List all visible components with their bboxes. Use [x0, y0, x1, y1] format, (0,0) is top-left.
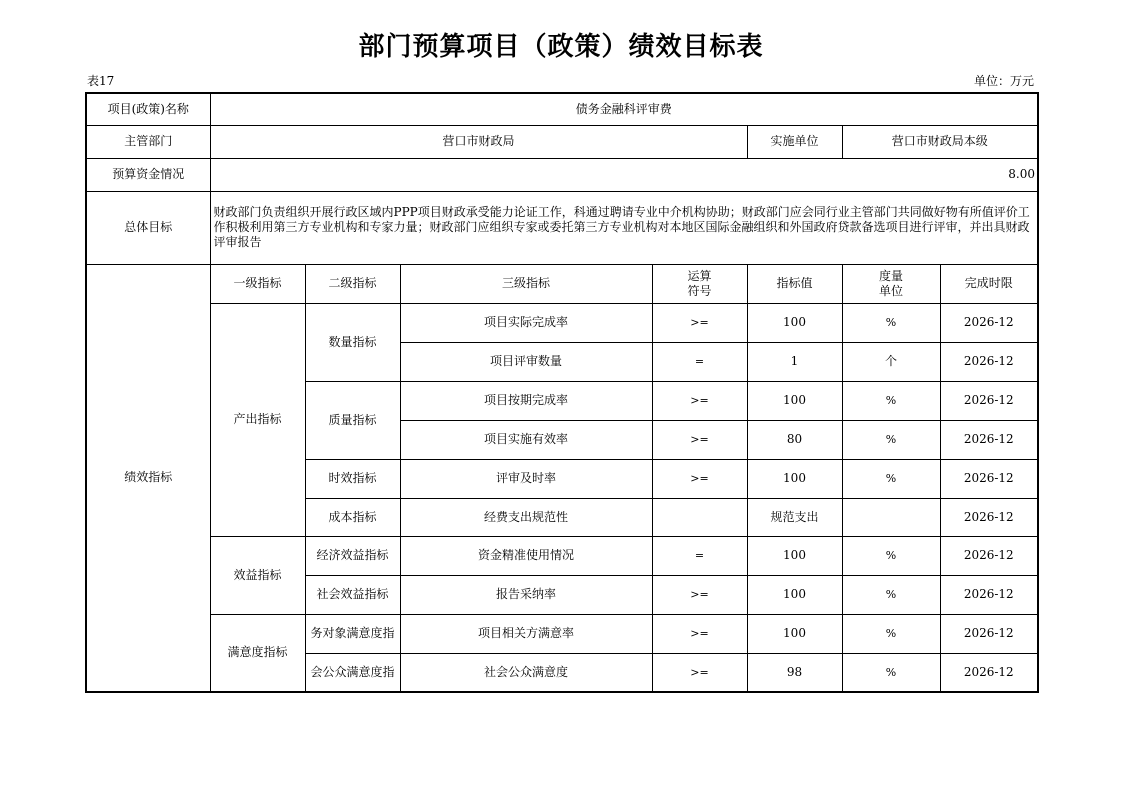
table-number: 表17 [87, 74, 115, 88]
deadline-cell: 2026-12 [940, 536, 1038, 575]
table-row [86, 536, 1038, 575]
operator-cell: >= [652, 575, 747, 614]
unit-cell: % [842, 536, 940, 575]
deadline-cell: 2026-12 [940, 381, 1038, 420]
goal-label: 总体目标 [86, 191, 210, 264]
l3-cell: 报告采纳率 [400, 575, 652, 614]
operator-cell: >= [652, 614, 747, 653]
l3-cell: 项目按期完成率 [400, 381, 652, 420]
header-l3: 三级指标 [400, 264, 652, 303]
operator-cell: >= [652, 303, 747, 342]
header-row [86, 264, 1038, 303]
impl-unit-value: 营口市财政局本级 [842, 125, 1038, 158]
performance-target-table [85, 92, 1039, 693]
unit-cell: 个 [842, 342, 940, 381]
unit-cell: % [842, 653, 940, 692]
operator-cell: = [652, 536, 747, 575]
unit-cell: % [842, 614, 940, 653]
unit-cell: % [842, 420, 940, 459]
l2-cost: 成本指标 [305, 498, 400, 536]
value-cell: 100 [747, 381, 842, 420]
goal-text: 财政部门负责组织开展行政区域内PPP项目财政承受能力论证工作，科通过聘请专业中介机构协助；财政部门应会同行业主管部门共同做好物有所值评价工作积极利用第三方专业机构和专家力量；财政部门应组织专家或委托第三方专业机构对本地区国际金融组织和外国政府贷款备选项目进行评审，并出具财政评审报告 [210, 191, 1038, 264]
l3-cell: 项目实施有效率 [400, 420, 652, 459]
deadline-cell: 2026-12 [940, 303, 1038, 342]
deadline-cell: 2026-12 [940, 653, 1038, 692]
goal-row [86, 191, 1038, 264]
header-value: 指标值 [747, 264, 842, 303]
l1-benefit: 效益指标 [210, 536, 305, 614]
l2-quality: 质量指标 [305, 381, 400, 459]
operator-cell: >= [652, 381, 747, 420]
value-cell: 100 [747, 459, 842, 498]
header-deadline: 完成时限 [940, 264, 1038, 303]
l2-service-satisfaction: 务对象满意度指 [305, 614, 400, 653]
deadline-cell: 2026-12 [940, 342, 1038, 381]
unit-cell: % [842, 303, 940, 342]
operator-cell: >= [652, 653, 747, 692]
l2-timeliness: 时效指标 [305, 459, 400, 498]
l3-cell: 评审及时率 [400, 459, 652, 498]
l3-cell: 项目实际完成率 [400, 303, 652, 342]
l2-economic-benefit: 经济效益指标 [305, 536, 400, 575]
project-name-label: 项目(政策)名称 [86, 93, 210, 125]
project-name-value: 债务金融科评审费 [210, 93, 1038, 125]
dept-value: 营口市财政局 [210, 125, 747, 158]
operator-cell: >= [652, 459, 747, 498]
l3-cell: 资金精准使用情况 [400, 536, 652, 575]
value-cell: 1 [747, 342, 842, 381]
value-cell: 80 [747, 420, 842, 459]
operator-cell [652, 498, 747, 536]
value-cell: 100 [747, 614, 842, 653]
l2-quantity: 数量指标 [305, 303, 400, 381]
budget-value: 8.00 [210, 158, 1038, 191]
unit-label: 单位：万元 [973, 74, 1034, 88]
budget-label: 预算资金情况 [86, 158, 210, 191]
header-unit [842, 264, 940, 303]
l3-cell: 社会公众满意度 [400, 653, 652, 692]
header-operator [652, 264, 747, 303]
indicators-label: 绩效指标 [86, 264, 210, 692]
value-cell: 100 [747, 303, 842, 342]
operator-cell: = [652, 342, 747, 381]
value-cell: 100 [747, 536, 842, 575]
budget-row [86, 158, 1038, 191]
unit-cell [842, 498, 940, 536]
l1-output: 产出指标 [210, 303, 305, 536]
l3-cell: 项目评审数量 [400, 342, 652, 381]
project-name-row [86, 93, 1038, 125]
l2-social-benefit: 社会效益指标 [305, 575, 400, 614]
header-unit-line2: 单位 [878, 283, 903, 298]
l2-public-satisfaction: 会公众满意度指 [305, 653, 400, 692]
header-operator-line2: 符号 [687, 283, 712, 298]
l3-cell: 项目相关方满意率 [400, 614, 652, 653]
l3-cell: 经费支出规范性 [400, 498, 652, 536]
table-row [86, 614, 1038, 653]
value-cell: 98 [747, 653, 842, 692]
l1-satisfaction: 满意度指标 [210, 614, 305, 692]
deadline-cell: 2026-12 [940, 614, 1038, 653]
unit-cell: % [842, 459, 940, 498]
dept-label: 主管部门 [86, 125, 210, 158]
deadline-cell: 2026-12 [940, 459, 1038, 498]
value-cell: 规范支出 [747, 498, 842, 536]
deadline-cell: 2026-12 [940, 498, 1038, 536]
header-l2: 二级指标 [305, 264, 400, 303]
header-unit-line1: 度量 [878, 268, 903, 283]
operator-cell: >= [652, 420, 747, 459]
header-l1: 一级指标 [210, 264, 305, 303]
deadline-cell: 2026-12 [940, 420, 1038, 459]
impl-unit-label: 实施单位 [747, 125, 842, 158]
value-cell: 100 [747, 575, 842, 614]
deadline-cell: 2026-12 [940, 575, 1038, 614]
unit-cell: % [842, 575, 940, 614]
dept-row [86, 125, 1038, 158]
header-operator-line1: 运算 [687, 268, 712, 283]
table-row [86, 303, 1038, 342]
unit-cell: % [842, 381, 940, 420]
page-title: 部门预算项目（政策）绩效目标表 [358, 32, 764, 62]
